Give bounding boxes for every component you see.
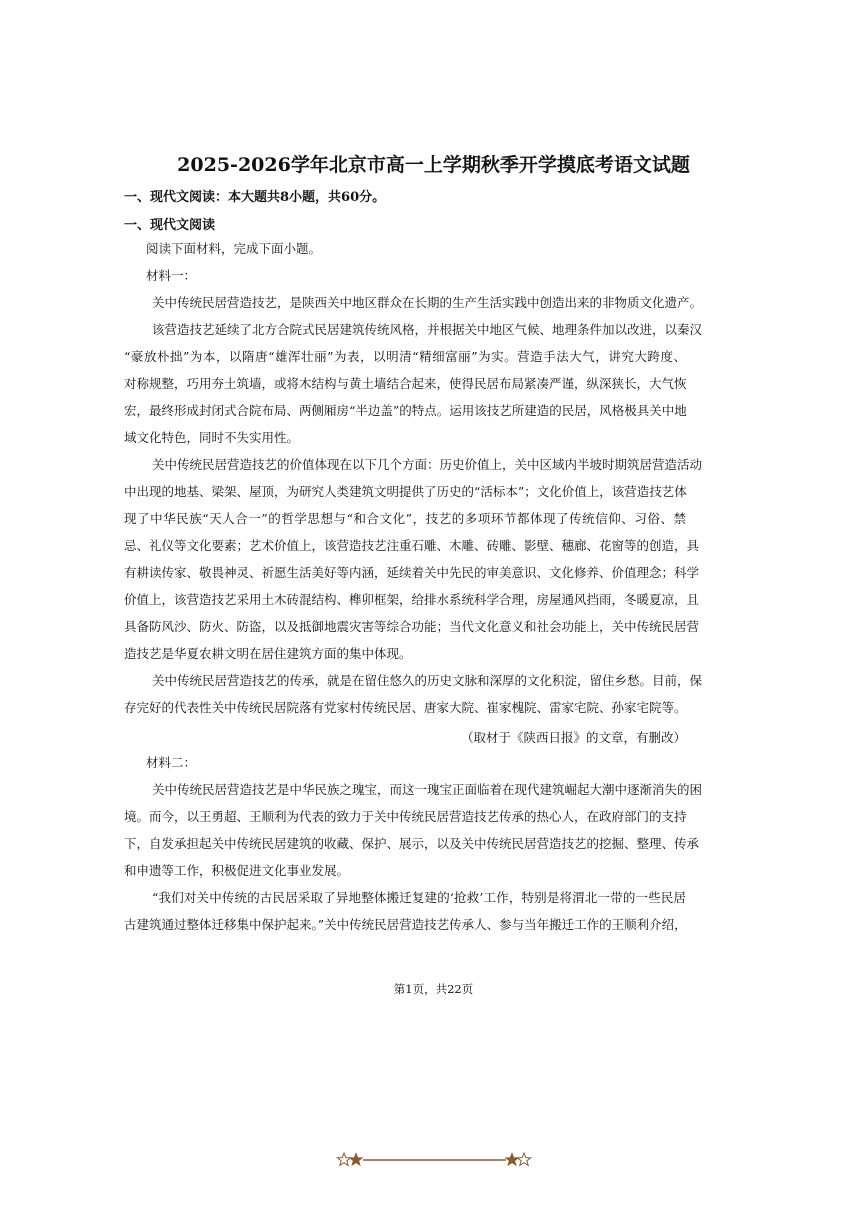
paragraph-line: 关中传统民居营造技艺的价值体现在以下几个方面：历史价值上，关中区域内半坡时期筑居营造活动 xyxy=(152,457,703,472)
paragraph-line: 关中传统民居营造技艺的传承，就是在留住悠久的历史文脉和深厚的文化积淀，留住乡愁。目前，保 xyxy=(152,673,703,688)
paragraph-line: 存完好的代表性关中传统民居院落有党家村传统民居、唐家大院、崔家槐院、雷家宅院、孙家宅院等。 xyxy=(124,700,687,715)
paragraph-line: 该营造技艺延续了北方合院式民居建筑传统风格，并根据关中地区气候、地理条件加以改进，以秦汉 xyxy=(152,322,703,337)
paragraph-line: 关中传统民居营造技艺，是陕西关中地区群众在长期的生产生活实践中创造出来的非物质文化遗产。 xyxy=(152,295,703,310)
paragraph-line: 具备防风沙、防火、防盗，以及抵御地震灾害等综合功能；当代文化意义和社会功能上，关中传统民居营 xyxy=(124,619,700,634)
instruction-text: 阅读下面材料，完成下面小题。 xyxy=(146,241,322,256)
paragraph-line: 境。而今，以王勇超、王顺利为代表的致力于关中传统民居营造技艺传承的热心人，在政府部门的支持 xyxy=(124,809,687,824)
paragraph-line: 忌、礼仪等文化要素；艺术价值上，该营造技艺注重石雕、木雕、砖雕、影壁、穗廊、花窗等的创造，具 xyxy=(124,538,700,553)
material1-label: 材料一： xyxy=(146,268,197,283)
paragraph-line: 造技艺是华夏农耕文明在居住建筑方面的集中体现。 xyxy=(124,646,412,661)
source-citation: （取材于《陕西日报》的文章，有删改） xyxy=(460,730,686,745)
paragraph-line: 宏，最终形成封闭式合院布局、两侧厢房“半边盖”的特点。运用该技艺所建造的民居，风格极具关中地 xyxy=(124,403,687,418)
paragraph-line: 下，自发承担起关中传统民居建筑的收藏、保护、展示，以及关中传统民居营造技艺的挖掘、整理、传承 xyxy=(124,836,700,851)
paragraph-line: 关中传统民居营造技艺是中华民族之瑰宝，而这一瑰宝正面临着在现代建筑崛起大潮中逐渐消失的困 xyxy=(152,782,703,797)
paragraph-line: 古建筑通过整体迁移集中保护起来。”关中传统民居营造技艺传承人、参与当年搬迁工作的王顺利介绍， xyxy=(124,917,687,932)
paragraph-line: 中出现的地基、梁架、屋顶，为研究人类建筑文明提供了历史的“活标本”；文化价值上，该营造技艺体 xyxy=(124,484,687,499)
material2-label: 材料二： xyxy=(146,755,197,770)
star-icon xyxy=(505,1153,518,1165)
paragraph-line: 域文化特色，同时不失实用性。 xyxy=(124,430,300,445)
sub-heading: 一、现代文阅读 xyxy=(124,218,216,233)
paragraph-line: “豪放朴拙”为本，以隋唐“雄浑壮丽”为表，以明清“精细富丽”为实。营造手法大气，讲究大跨度、 xyxy=(124,349,686,364)
star-icon xyxy=(349,1153,362,1165)
section-heading: 一、现代文阅读：本大题共8小题，共60分。 xyxy=(124,190,386,205)
star-icon xyxy=(517,1153,530,1165)
paragraph-line: 对称规整，巧用夯土筑墙，或将木结构与黄土墙结合起来，使得民居布局紧凑严谨，纵深狭长，大气恢 xyxy=(124,376,687,391)
paragraph-line: 有耕读传家、敬畏神灵、祈愿生活美好等内涵，延续着关中先民的审美意识、文化修养、价值理念；科学 xyxy=(124,565,700,580)
page-number: 第1页，共22页 xyxy=(393,982,474,996)
paragraph-line: 价值上，该营造技艺采用土木砖混结构、榫卯框架，给排水系统科学合理，房屋通风挡雨，冬暖夏凉，且 xyxy=(124,592,700,607)
footer-ornament xyxy=(336,1149,532,1169)
star-icon xyxy=(337,1153,350,1165)
paragraph-line: 现了中华民族“天人合一”的哲学思想与“和合文化”，技艺的多项环节都体现了传统信仰、习俗、禁 xyxy=(124,511,686,526)
paragraph-line: 和申遗等工作，积极促进文化事业发展。 xyxy=(124,863,350,878)
paragraph-line: “我们对关中传统的古民居采取了异地整体搬迁复建的‘抢救’工作，特别是将渭北一带的一些民居 xyxy=(152,890,686,905)
page-title: 2025-2026学年北京市高一上学期秋季开学摸底考语文试题 xyxy=(177,154,690,176)
